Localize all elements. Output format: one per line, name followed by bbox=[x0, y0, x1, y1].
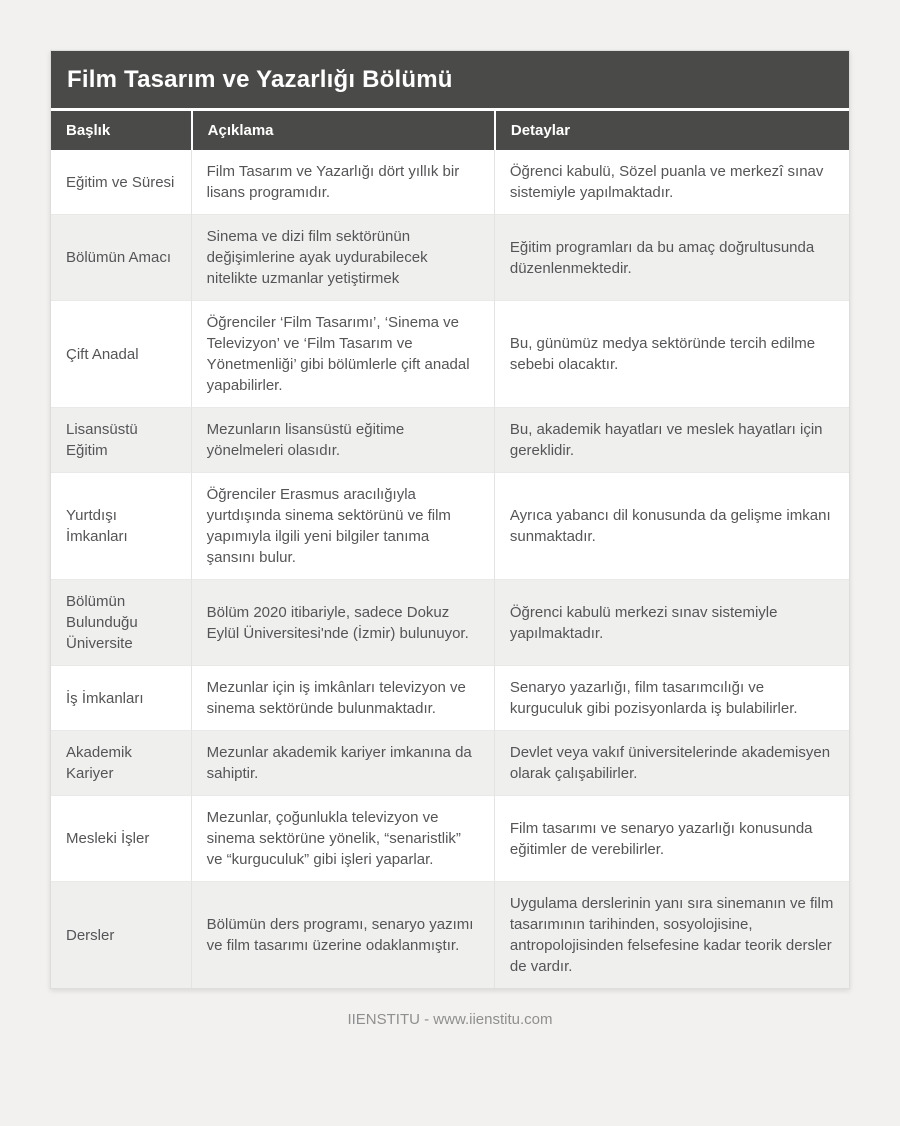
cell-aciklama: Bölüm 2020 itibariyle, sadece Dokuz Eylül Üniversitesi'nde (İzmir) bulunuyor. bbox=[191, 579, 494, 665]
table-row bbox=[51, 300, 849, 407]
cell-aciklama: Sinema ve dizi film sektörünün değişimlerine ayak uydurabilecek nitelikte uzmanlar yetiştirmek bbox=[191, 214, 494, 300]
cell-detaylar: Senaryo yazarlığı, film tasarımcılığı ve kurguculuk gibi pozisyonlarda iş bulabilirler. bbox=[494, 665, 849, 730]
cell-baslik: Akademik Kariyer bbox=[51, 730, 191, 795]
column-header-baslik: Başlık bbox=[51, 111, 191, 150]
cell-baslik: Çift Anadal bbox=[51, 300, 191, 407]
cell-detaylar: Devlet veya vakıf üniversitelerinde akademisyen olarak çalışabilirler. bbox=[494, 730, 849, 795]
cell-detaylar: Öğrenci kabulü merkezi sınav sistemiyle yapılmaktadır. bbox=[494, 579, 849, 665]
cell-detaylar: Film tasarımı ve senaryo yazarlığı konusunda eğitimler de verebilirler. bbox=[494, 795, 849, 881]
cell-aciklama: Öğrenciler ‘Film Tasarımı’, ‘Sinema ve Televizyon’ ve ‘Film Tasarım ve Yönetmenliği’ gibi bölümlerle çift anadal yapabilirler. bbox=[191, 300, 494, 407]
cell-baslik: Yurtdışı İmkanları bbox=[51, 472, 191, 579]
cell-detaylar: Uygulama derslerinin yanı sıra sinemanın ve film tasarımının tarihinden, sosyolojisine, antropolojisinden felsefesine kadar teorik dersler de vardır. bbox=[494, 881, 849, 988]
cell-baslik: Bölümün Bulunduğu Üniversite bbox=[51, 579, 191, 665]
table-row bbox=[51, 150, 849, 214]
column-header-aciklama: Açıklama bbox=[191, 111, 494, 150]
cell-detaylar: Bu, günümüz medya sektöründe tercih edilme sebebi olacaktır. bbox=[494, 300, 849, 407]
info-table-card bbox=[50, 50, 850, 989]
cell-baslik: Bölümün Amacı bbox=[51, 214, 191, 300]
table-row bbox=[51, 579, 849, 665]
column-header-detaylar: Detaylar bbox=[494, 111, 849, 150]
table-header-row bbox=[51, 111, 849, 150]
cell-baslik: Mesleki İşler bbox=[51, 795, 191, 881]
footer-text: IIENSTITU - www.iienstitu.com bbox=[347, 1011, 553, 1028]
cell-detaylar: Bu, akademik hayatları ve meslek hayatları için gereklidir. bbox=[494, 407, 849, 472]
cell-aciklama: Film Tasarım ve Yazarlığı dört yıllık bir lisans programıdır. bbox=[191, 150, 494, 214]
table-row bbox=[51, 214, 849, 300]
cell-detaylar: Öğrenci kabulü, Sözel puanla ve merkezî sınav sistemiyle yapılmaktadır. bbox=[494, 150, 849, 214]
table-row bbox=[51, 407, 849, 472]
cell-aciklama: Mezunlar için iş imkânları televizyon ve sinema sektöründe bulunmaktadır. bbox=[191, 665, 494, 730]
cell-detaylar: Eğitim programları da bu amaç doğrultusunda düzenlenmektedir. bbox=[494, 214, 849, 300]
table-row bbox=[51, 795, 849, 881]
cell-baslik: Lisansüstü Eğitim bbox=[51, 407, 191, 472]
cell-aciklama: Mezunlar, çoğunlukla televizyon ve sinema sektörüne yönelik, “senaristlik” ve “kurguculuk” gibi işleri yaparlar. bbox=[191, 795, 494, 881]
table-row bbox=[51, 881, 849, 988]
cell-aciklama: Bölümün ders programı, senaryo yazımı ve film tasarımı üzerine odaklanmıştır. bbox=[191, 881, 494, 988]
cell-baslik: İş İmkanları bbox=[51, 665, 191, 730]
table-row bbox=[51, 665, 849, 730]
table-row bbox=[51, 730, 849, 795]
cell-baslik: Eğitim ve Süresi bbox=[66, 173, 175, 191]
cell-detaylar: Ayrıca yabancı dil konusunda da gelişme imkanı sunmaktadır. bbox=[494, 472, 849, 579]
cell-baslik: Dersler bbox=[51, 881, 191, 988]
table-row bbox=[51, 472, 849, 579]
cell-aciklama: Öğrenciler Erasmus aracılığıyla yurtdışında sinema sektörünü ve film yapımıyla ilgili yeni bilgiler tanıma şansını bulur. bbox=[191, 472, 494, 579]
cell-aciklama: Mezunların lisansüstü eğitime yönelmeleri olasıdır. bbox=[191, 407, 494, 472]
page-title: Film Tasarım ve Yazarlığı Bölümü bbox=[51, 51, 849, 108]
cell-aciklama: Mezunlar akademik kariyer imkanına da sahiptir. bbox=[191, 730, 494, 795]
info-table bbox=[51, 111, 849, 988]
